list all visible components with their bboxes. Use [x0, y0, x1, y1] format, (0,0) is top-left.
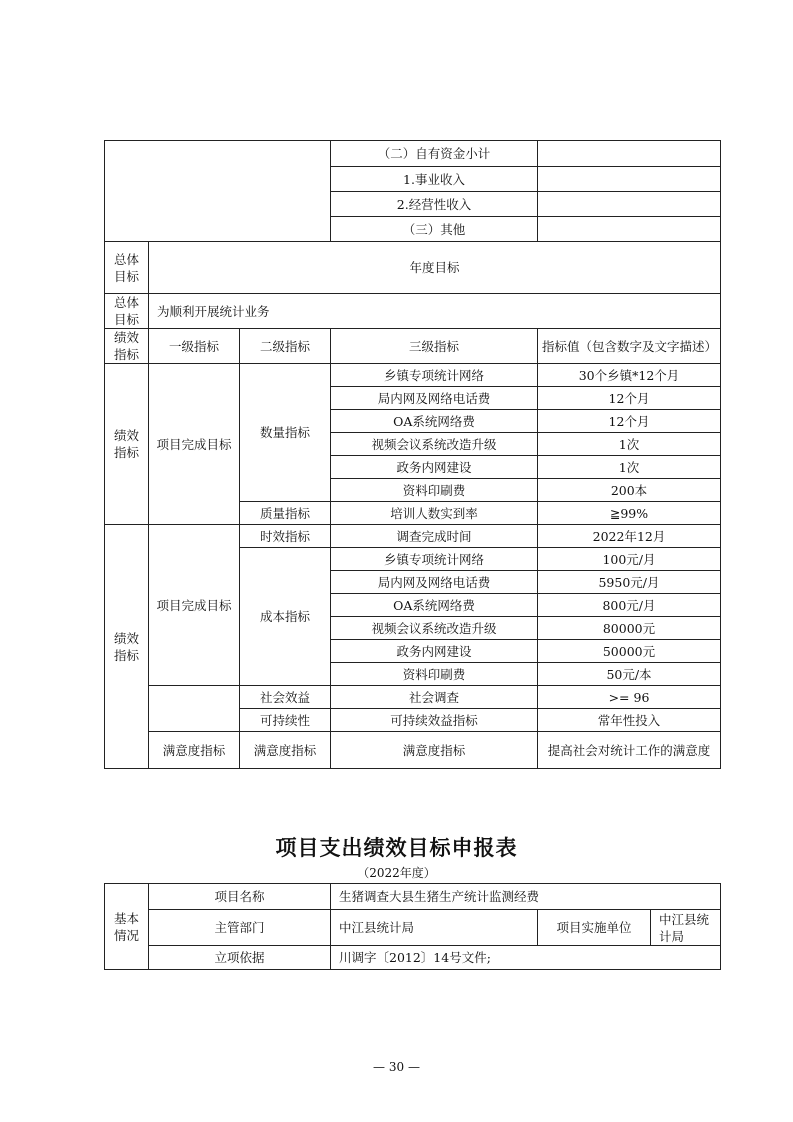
indicator-name: 政务内网建设 — [331, 456, 538, 479]
indicator-value: 常年性投入 — [538, 709, 721, 732]
project-basis-label: 立项依据 — [149, 946, 331, 970]
blank-cell — [149, 686, 240, 732]
performance-indicator-table — [104, 140, 721, 769]
overall-goal-label: 总体目标 — [105, 294, 149, 329]
header-level1: 一级指标 — [149, 329, 240, 364]
header-value: 指标值（包含数字及文字描述） — [538, 329, 721, 364]
indicator-name: 可持续效益指标 — [331, 709, 538, 732]
department-label: 主管部门 — [149, 910, 331, 946]
overall-goal-text: 为顺利开展统计业务 — [149, 294, 721, 329]
indicator-name: 视频会议系统改造升级 — [331, 433, 538, 456]
indicator-name: 政务内网建设 — [331, 640, 538, 663]
indicator-value: 80000元 — [538, 617, 721, 640]
indicator-value: 提高社会对统计工作的满意度 — [538, 732, 721, 769]
project-basis-value: 川调字〔2012〕14号文件; — [331, 946, 721, 970]
indicator-name: 资料印刷费 — [331, 663, 538, 686]
indicator-value: 5950元/月 — [538, 571, 721, 594]
performance-indicator-label: 绩效指标 — [105, 525, 149, 769]
time-indicator-label: 时效指标 — [240, 525, 331, 548]
page-title: 项目支出绩效目标申报表 — [275, 836, 518, 860]
project-completion-label: 项目完成目标 — [149, 364, 240, 525]
fund-label: 1.事业收入 — [331, 167, 538, 192]
overall-goal-label: 总体目标 — [105, 242, 149, 294]
fund-value — [538, 141, 721, 167]
indicator-name: 满意度指标 — [331, 732, 538, 769]
indicator-name: 视频会议系统改造升级 — [331, 617, 538, 640]
indicator-name: 培训人数实到率 — [331, 502, 538, 525]
indicator-name: 局内网及网络电话费 — [331, 571, 538, 594]
satisfaction-level2: 满意度指标 — [240, 732, 331, 769]
indicator-value: 12个月 — [538, 410, 721, 433]
indicator-value: 50元/本 — [538, 663, 721, 686]
page-number: — 30 — — [373, 1060, 420, 1074]
indicator-value: 1次 — [538, 456, 721, 479]
indicator-value: 800元/月 — [538, 594, 721, 617]
annual-goal-heading: 年度目标 — [149, 242, 721, 294]
indicator-name: OA系统网络费 — [331, 410, 538, 433]
indicator-name: 局内网及网络电话费 — [331, 387, 538, 410]
cost-indicator-label: 成本指标 — [240, 548, 331, 686]
social-benefit-label: 社会效益 — [240, 686, 331, 709]
fund-label: （三）其他 — [331, 217, 538, 242]
indicator-value: 50000元 — [538, 640, 721, 663]
indicator-name: 调查完成时间 — [331, 525, 538, 548]
indicator-name: 乡镇专项统计网络 — [331, 364, 538, 387]
indicator-value: 30个乡镇*12个月 — [538, 364, 721, 387]
fund-value — [538, 192, 721, 217]
basic-info-table — [104, 883, 721, 970]
report-year: （2022年度） — [357, 866, 436, 880]
quality-indicator-label: 质量指标 — [240, 502, 331, 525]
indicator-value: 1次 — [538, 433, 721, 456]
header-level2: 二级指标 — [240, 329, 331, 364]
indicator-name: 资料印刷费 — [331, 479, 538, 502]
fund-value — [538, 167, 721, 192]
project-name-value: 生猪调查大县生猪生产统计监测经费 — [331, 884, 721, 910]
fund-value — [538, 217, 721, 242]
header-performance: 绩效指标 — [105, 329, 149, 364]
project-name-label: 项目名称 — [149, 884, 331, 910]
indicator-name: OA系统网络费 — [331, 594, 538, 617]
fund-label: 2.经营性收入 — [331, 192, 538, 217]
indicator-value: 12个月 — [538, 387, 721, 410]
indicator-value: 2022年12月 — [538, 525, 721, 548]
quantity-indicator-label: 数量指标 — [240, 364, 331, 502]
sustainability-label: 可持续性 — [240, 709, 331, 732]
indicator-value: >= 96 — [538, 686, 721, 709]
indicator-name: 社会调查 — [331, 686, 538, 709]
header-level3: 三级指标 — [331, 329, 538, 364]
implementing-unit-value: 中江县统计局 — [651, 910, 721, 946]
implementing-unit-label: 项目实施单位 — [538, 910, 651, 946]
performance-indicator-label: 绩效指标 — [105, 364, 149, 525]
indicator-name: 乡镇专项统计网络 — [331, 548, 538, 571]
department-value: 中江县统计局 — [331, 910, 538, 946]
indicator-value: 100元/月 — [538, 548, 721, 571]
indicator-value: ≧99% — [538, 502, 721, 525]
satisfaction-level1: 满意度指标 — [149, 732, 240, 769]
indicator-value: 200本 — [538, 479, 721, 502]
blank-cell — [105, 141, 331, 242]
basic-info-label: 基本情况 — [105, 884, 149, 970]
fund-label: （二）自有资金小计 — [331, 141, 538, 167]
project-completion-label: 项目完成目标 — [149, 525, 240, 686]
